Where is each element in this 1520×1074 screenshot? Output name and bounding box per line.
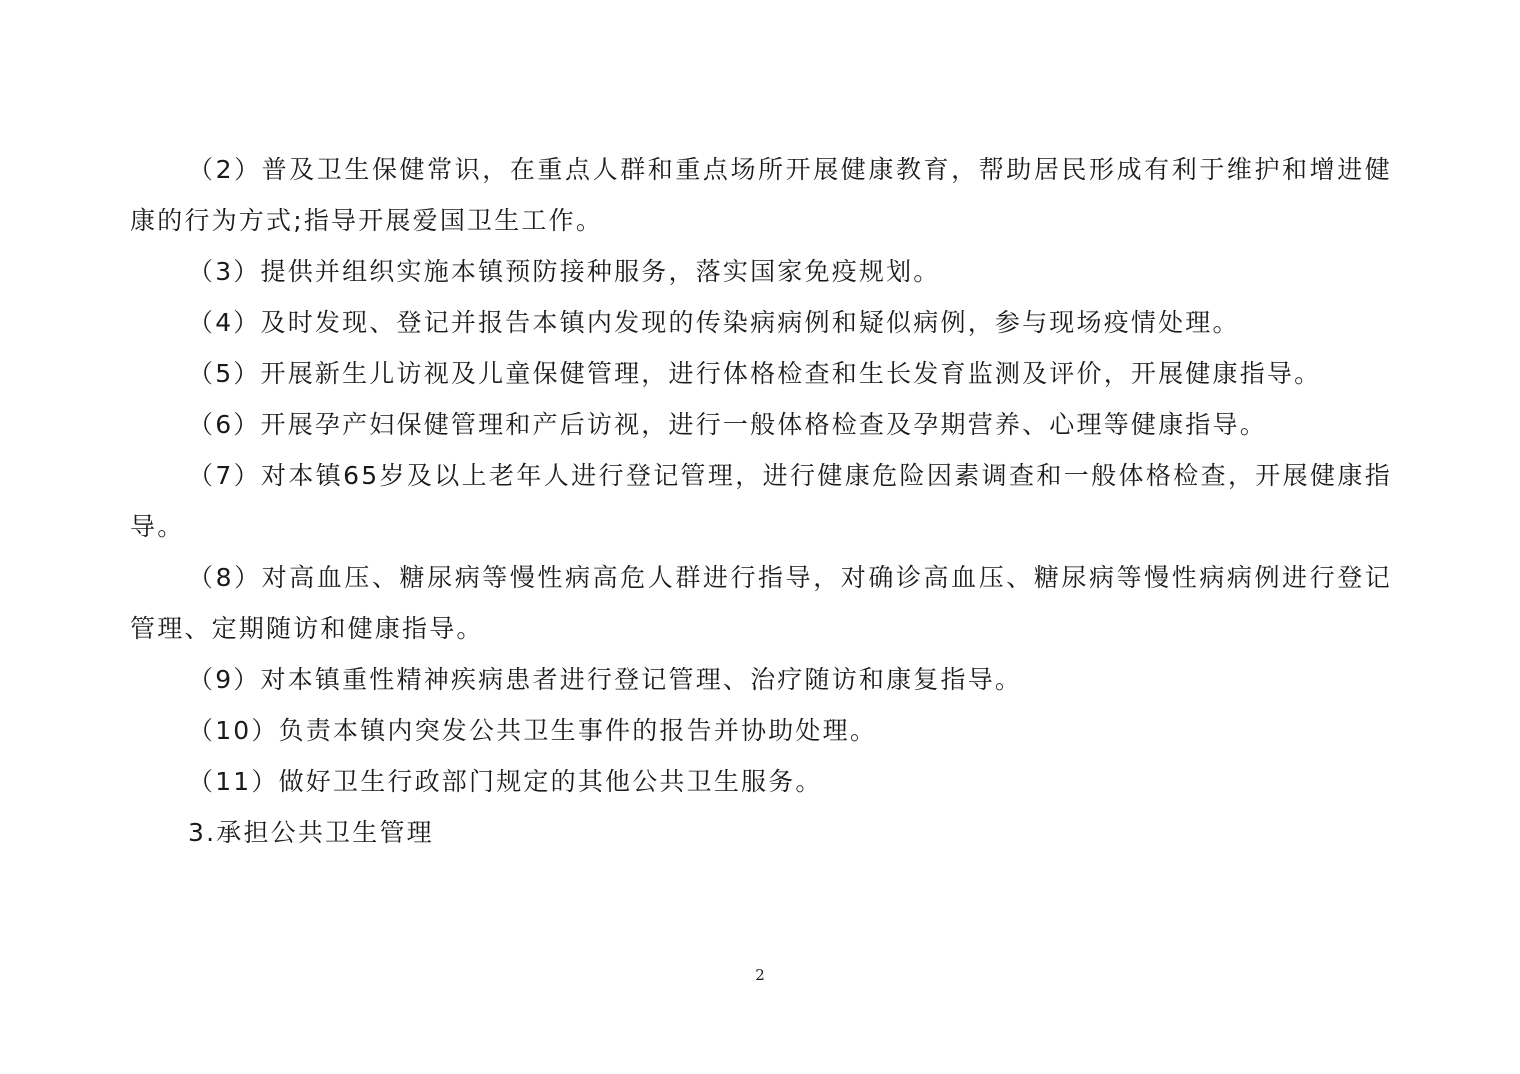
- paragraph-item-4: （4）及时发现、登记并报告本镇内发现的传染病病例和疑似病例，参与现场疫情处理。: [188, 308, 1240, 337]
- paragraph-item-2: （2）普及卫生保健常识，在重点人群和重点场所开展健康教育，帮助居民形成有利于维护和增进健康的行为方式;指导开展爱国卫生工作。: [130, 155, 1392, 235]
- paragraph-item-5: （5）开展新生儿访视及儿童保健管理，进行体格检查和生长发育监测及评价，开展健康指导。: [188, 359, 1322, 388]
- page-number: 2: [755, 966, 765, 984]
- paragraph-item-7: （7）对本镇65岁及以上老年人进行登记管理，进行健康危险因素调查和一般体格检查，开展健康指导。: [130, 461, 1392, 541]
- paragraph-item-11: （11）做好卫生行政部门规定的其他公共卫生服务。: [188, 767, 823, 796]
- paragraph-item-8: （8）对高血压、糖尿病等慢性病高危人群进行指导，对确诊高血压、糖尿病等慢性病病例进行登记管理、定期随访和健康指导。: [130, 563, 1392, 643]
- document-body: [130, 144, 1392, 858]
- paragraph-item-10: （10）负责本镇内突发公共卫生事件的报告并协助处理。: [188, 716, 878, 745]
- paragraph-item-6: （6）开展孕产妇保健管理和产后访视，进行一般体格检查及孕期营养、心理等健康指导。: [188, 410, 1267, 439]
- section-heading: 3.承担公共卫生管理: [188, 818, 434, 847]
- paragraph-item-9: （9）对本镇重性精神疾病患者进行登记管理、治疗随访和康复指导。: [188, 665, 1023, 694]
- paragraph-item-3: （3）提供并组织实施本镇预防接种服务，落实国家免疫规划。: [188, 257, 941, 286]
